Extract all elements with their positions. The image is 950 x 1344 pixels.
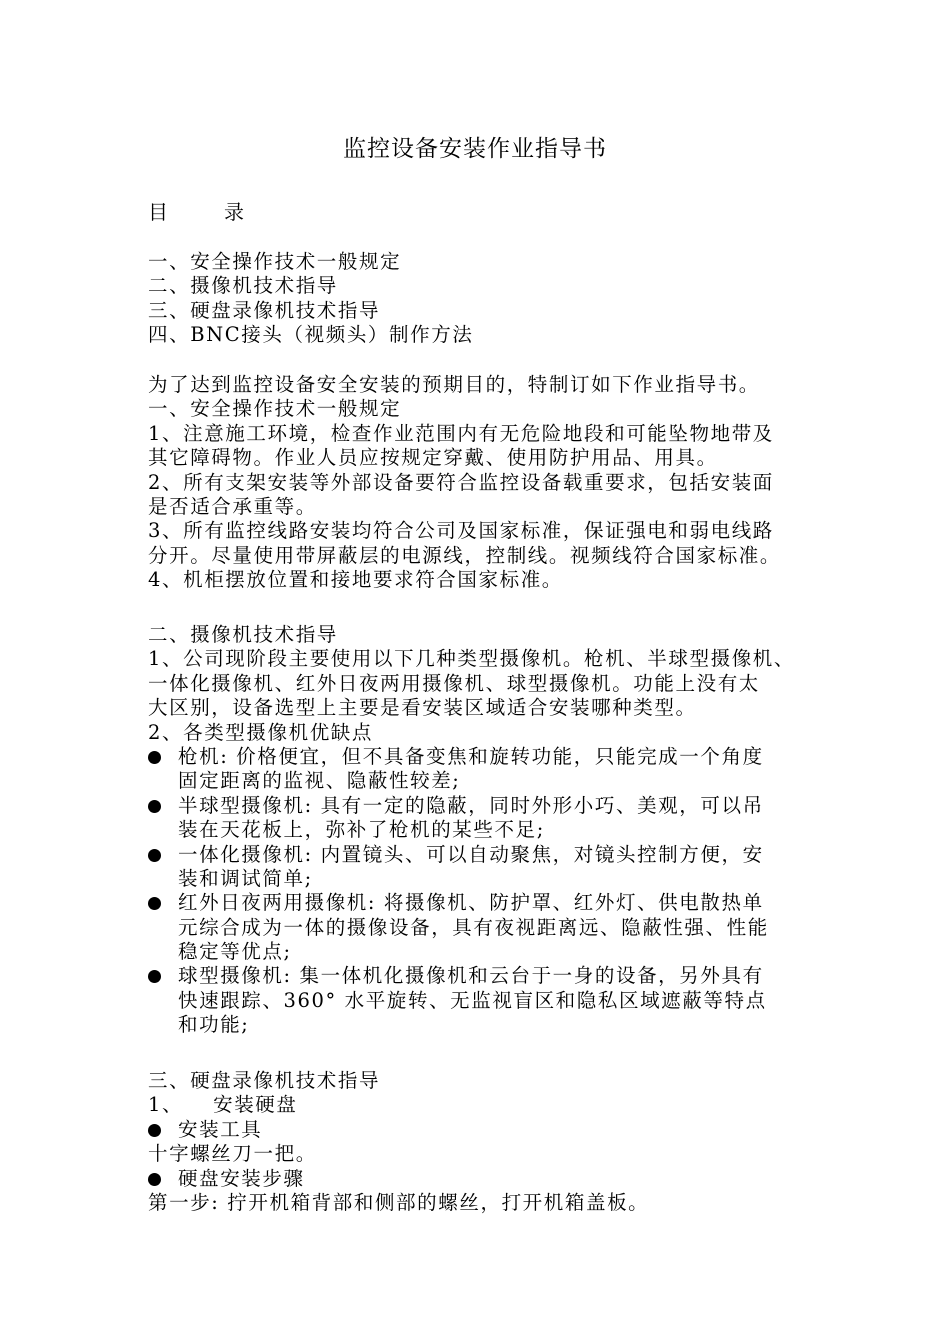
bullet-dot-icon <box>148 1124 161 1137</box>
section-1-line: 分开。尽量使用带屏蔽层的电源线，控制线。视频线符合国家标准。 <box>148 543 782 567</box>
bullet-dot-icon <box>148 751 161 764</box>
toc-item: 四、BNC接头（视频头）制作方法 <box>148 323 474 347</box>
section-2-line: 1、公司现阶段主要使用以下几种类型摄像机。枪机、半球型摄像机、 <box>148 647 796 671</box>
section-1-line: 1、注意施工环境，检查作业范围内有无危险地段和可能坠物地带及 <box>148 421 774 445</box>
bullet-dot-icon <box>148 800 161 813</box>
first-step-text: 第一步: 拧开机箱背部和侧部的螺丝，打开机箱盖板。 <box>148 1190 650 1214</box>
section-1-line: 3、所有监控线路安装均符合公司及国家标准，保证强电和弱电线路 <box>148 519 774 543</box>
tools-text: 十字螺丝刀一把。 <box>148 1142 317 1166</box>
toc-heading-right: 录 <box>224 200 244 224</box>
tools-bullet-item: 安装工具 <box>148 1118 828 1142</box>
bullet-dot-icon <box>148 849 161 862</box>
section-3-step-1: 1、 安装硬盘 <box>148 1093 298 1117</box>
section-2-block <box>148 623 828 1038</box>
bullet-dot-icon <box>148 1173 161 1186</box>
section-2-line: 一体化摄像机、红外日夜两用摄像机、球型摄像机。功能上没有太 <box>148 671 760 695</box>
section-2-line: 大区别，设备选型上主要是看安装区域适合安装哪种类型。 <box>148 696 697 720</box>
section-1-line: 2、所有支架安装等外部设备要符合监控设备载重要求，包括安装面 <box>148 470 774 494</box>
toc-item: 三、硬盘录像机技术指导 <box>148 298 381 322</box>
toc-item: 一、安全操作技术一般规定 <box>148 250 402 273</box>
intro-paragraph: 为了达到监控设备安全安装的预期目的，特制订如下作业指导书。 <box>148 373 760 396</box>
section-1-line: 4、机柜摆放位置和接地要求符合国家标准。 <box>148 568 563 592</box>
section-1-block <box>148 373 828 593</box>
toc-heading-left: 目 <box>148 200 168 224</box>
camera-bullet-item: 一体化摄像机: 内置镜头、可以自动聚焦，对镜头控制方便，安 装和调试简单; <box>148 843 828 892</box>
document-title: 监控设备安装作业指导书 <box>343 136 607 162</box>
toc-item: 二、摄像机技术指导 <box>148 274 338 298</box>
bullet-dot-icon <box>148 970 161 983</box>
bullet-dot-icon <box>148 897 161 910</box>
camera-bullet-item: 球型摄像机: 集一体机化摄像机和云台于一身的设备，另外具有 快速跟踪、360° 水平旋转、无监视盲区和隐私区域遮蔽等特点 和功能; <box>148 964 828 1037</box>
camera-bullet-item: 红外日夜两用摄像机: 将摄像机、防护罩、红外灯、供电散热单 元综合成为一体的摄像设备，具有夜视距离远、隐蔽性强、性能 稳定等优点; <box>148 891 828 964</box>
section-3-block <box>148 1069 828 1215</box>
camera-bullet-item: 枪机: 价格便宜，但不具备变焦和旋转功能，只能完成一个角度 固定距离的监视、隐蔽性较差; <box>148 745 828 794</box>
section-2-line: 2、各类型摄像机优缺点 <box>148 720 374 744</box>
section-1-heading: 一、安全操作技术一般规定 <box>148 397 402 421</box>
section-1-line: 是否适合承重等。 <box>148 494 317 518</box>
section-1-line: 其它障碍物。作业人员应按规定穿戴、使用防护用品、用具。 <box>148 446 718 470</box>
section-2-heading: 二、摄像机技术指导 <box>148 623 338 646</box>
section-3-heading: 三、硬盘录像机技术指导 <box>148 1069 381 1092</box>
steps-bullet-item: 硬盘安装步骤 <box>148 1167 828 1191</box>
toc-list <box>148 250 828 348</box>
camera-bullet-item: 半球型摄像机: 具有一定的隐蔽，同时外形小巧、美观，可以吊 装在天花板上，弥补了枪机的某些不足; <box>148 794 828 843</box>
toc-heading <box>148 198 244 226</box>
